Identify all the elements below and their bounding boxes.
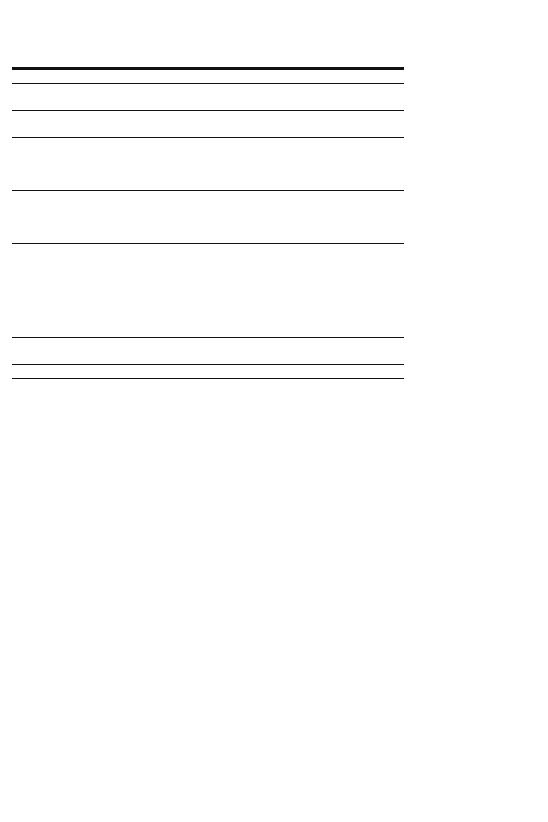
chart-row xyxy=(12,204,404,217)
chart-row xyxy=(12,296,404,309)
finished-title xyxy=(12,337,404,351)
chart-row xyxy=(12,84,404,97)
section-title xyxy=(12,283,404,296)
chart-row xyxy=(12,151,404,164)
yardage-chart xyxy=(12,54,404,379)
section-title xyxy=(12,243,404,257)
section-title xyxy=(12,110,404,124)
note-row xyxy=(12,309,404,322)
section-title xyxy=(12,190,404,204)
notions-row xyxy=(12,70,404,84)
chart-row xyxy=(12,351,404,364)
note-row xyxy=(12,177,404,190)
note-row xyxy=(12,230,404,243)
chart-row xyxy=(12,124,404,137)
en-title xyxy=(12,54,404,68)
chart-row xyxy=(12,97,404,110)
chart-row xyxy=(12,257,404,270)
chart-row xyxy=(12,164,404,177)
chart-row xyxy=(12,270,404,283)
fr-title xyxy=(12,364,404,379)
note-row xyxy=(12,322,404,335)
section-title xyxy=(12,137,404,151)
chart-row xyxy=(12,217,404,230)
